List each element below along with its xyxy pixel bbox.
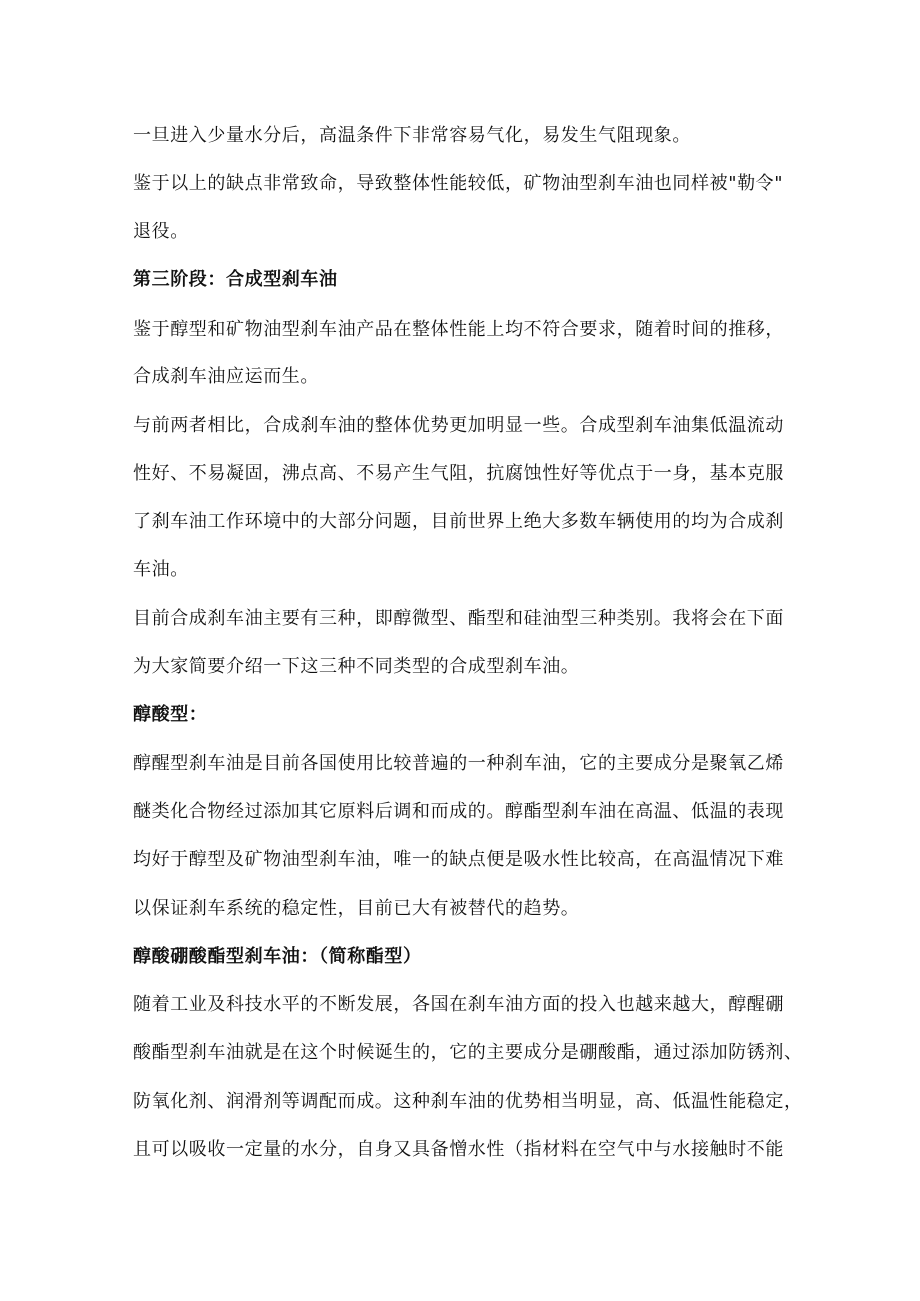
body-text-line: 随着工业及科技水平的不断发展，各国在刹车油方面的投入也越来越大，醇醒硼 [133, 994, 784, 1015]
body-text-line: 目前合成刹车油主要有三种，即醇微型、酯型和硅油型三种类别。我将会在下面 [133, 608, 784, 629]
body-text-line: 酸酯型刹车油就是在这个时候诞生的，它的主要成分是硼酸酯，通过添加防锈剂、 [133, 1042, 803, 1063]
body-text-line: 均好于醇型及矿物油型刹车油，唯一的缺点便是吸水性比较高，在高温情况下难 [133, 849, 784, 870]
body-text-line: 且可以吸收一定量的水分，自身又具备憎水性（指材料在空气中与水接触时不能 [133, 1139, 784, 1160]
body-text-line: 鉴于以上的缺点非常致命，导致整体性能较低，矿物油型刹车油也同样被"勒令" [133, 173, 784, 194]
body-text-line: 车油。 [133, 559, 189, 580]
body-text-line: 防氧化剂、润滑剂等调配而成。这种刹车油的优势相当明显，高、低温性能稳定， [133, 1091, 803, 1112]
section-heading: 醇酸型： [133, 704, 208, 725]
body-text-line: 一旦进入少量水分后，高温条件下非常容易气化，易发生气阻现象。 [133, 125, 691, 146]
body-text-line: 性好、不易凝固，沸点高、不易产生气阻，抗腐蚀性好等优点于一身，基本克服 [133, 463, 784, 484]
body-text-line: 退役。 [133, 221, 189, 242]
body-text-line: 醚类化合物经过添加其它原料后调和而成的。醇酯型刹车油在高温、低温的表现 [133, 801, 784, 822]
section-heading: 醇酸硼酸酯型刹车油：（简称酯型） [133, 946, 422, 967]
body-text-line: 合成刹车油应运而生。 [133, 366, 319, 387]
body-text-line: 以保证刹车系统的稳定性，目前已大有被替代的趋势。 [133, 898, 580, 919]
section-heading: 第三阶段：合成型刹车油 [133, 269, 338, 290]
body-text-line: 醇醒型刹车油是目前各国使用比较普遍的一种刹车油，它的主要成分是聚氧乙烯 [133, 753, 784, 774]
body-text-line: 与前两者相比，合成刹车油的整体优势更加明显一些。合成型刹车油集低温流动 [133, 415, 784, 436]
body-text-line: 为大家简要介绍一下这三种不同类型的合成型刹车油。 [133, 656, 580, 677]
body-text-line: 了刹车油工作环境中的大部分问题，目前世界上绝大多数车辆使用的均为合成刹 [133, 511, 784, 532]
body-text-line: 鉴于醇型和矿物油型刹车油产品在整体性能上均不符合要求，随着时间的推移， [133, 319, 784, 340]
